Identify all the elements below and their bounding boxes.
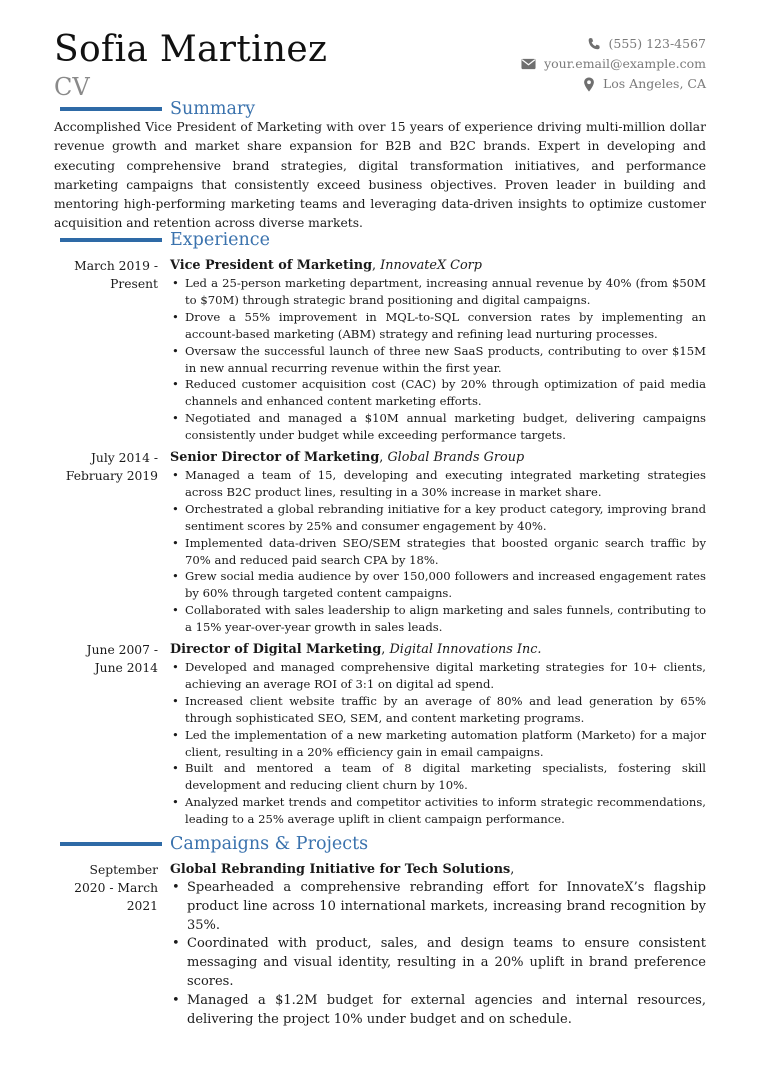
phone-number: (555) 123-4567 bbox=[608, 36, 706, 51]
job-date-start: July 2014 - bbox=[91, 451, 158, 465]
job-date-start: June 2007 - bbox=[86, 643, 158, 657]
job-bullet: • Reduced customer acquisition cost (CAC) by 20% through optimization of paid media channels and enhanced content marketing efforts. bbox=[170, 376, 706, 410]
job-body bbox=[170, 641, 706, 828]
project-bullets bbox=[170, 879, 706, 1029]
job-body bbox=[170, 257, 706, 444]
job-role: Senior Director of Marketing bbox=[170, 450, 380, 465]
email-address[interactable]: your.email@example.com bbox=[544, 56, 706, 71]
job-bullet: • Led the implementation of a new marketing automation platform (Marketo) for a major client, resulting in a 20% efficiency gain in email campaigns. bbox=[170, 727, 706, 761]
project-bullet: • Spearheaded a comprehensive rebranding effort for InnovateX’s flagship product line across 10 international markets, increasing brand recognition by 35%. bbox=[170, 879, 706, 935]
job-bullets bbox=[170, 659, 706, 828]
job-bullets bbox=[170, 467, 706, 636]
job-bullet: • Built and mentored a team of 8 digital marketing specialists, fostering skill development and reducing client churn by 10%. bbox=[170, 760, 706, 794]
job-bullet: • Increased client website traffic by an average of 80% and lead generation by 65% through sophisticated SEO, SEM, and content marketing programs. bbox=[170, 693, 706, 727]
job-title-line: Vice President of Marketing, InnovateX Corp bbox=[170, 258, 482, 273]
experience-heading bbox=[60, 228, 270, 252]
summary-text: Accomplished Vice President of Marketing with over 15 years of experience driving multi-million dollar revenue growth and market share expansion for B2B and B2C brands. Expert in developing and executing comprehensive brand strategies, digital transformation initiatives, and performance marketing campaigns that consistently exceed business objectives. Proven leader in building and mentoring high-performing marketing teams and leveraging data-driven insights to optimize customer acquisition and retention across diverse markets. bbox=[54, 120, 706, 231]
job-bullets bbox=[170, 275, 706, 444]
job-role: Director of Digital Marketing bbox=[170, 642, 382, 657]
job-company: Global Brands Group bbox=[387, 450, 525, 465]
map-pin-icon bbox=[583, 77, 595, 92]
job-role: Vice President of Marketing bbox=[170, 258, 373, 273]
job-bullet: • Negotiated and managed a $10M annual marketing budget, delivering campaigns consistently under budget while exceeding performance targets. bbox=[170, 410, 706, 444]
job-bullet: • Managed a team of 15, developing and executing integrated marketing strategies across B2C product lines, resulting in a 30% increase in market share. bbox=[170, 467, 706, 501]
job-bullet: • Implemented data-driven SEO/SEM strategies that boosted organic search traffic by 70% and reduced paid search CPA by 18%. bbox=[170, 535, 706, 569]
job-date-start: March 2019 - bbox=[74, 259, 158, 273]
envelope-icon bbox=[521, 58, 536, 70]
project-name-suffix: , bbox=[510, 862, 515, 877]
job-title-line: Director of Digital Marketing, Digital Innovations Inc. bbox=[170, 642, 542, 657]
job-company: Digital Innovations Inc. bbox=[389, 642, 542, 657]
project-bullet: • Coordinated with product, sales, and design teams to ensure consistent messaging and visual identity, resulting in a 20% uplift in brand preference scores. bbox=[170, 935, 706, 991]
section-title: Summary bbox=[170, 99, 256, 119]
job-dates bbox=[54, 641, 158, 677]
job-company: InnovateX Corp bbox=[380, 258, 482, 273]
project-name: Global Rebranding Initiative for Tech Solutions bbox=[170, 862, 511, 877]
document-subtitle: CV bbox=[54, 73, 90, 101]
job-bullet: • Led a 25-person marketing department, increasing annual revenue by 40% (from $50M to $70M) through strategic brand positioning and digital campaigns. bbox=[170, 275, 706, 309]
job-dates bbox=[54, 257, 158, 293]
project-date-line: September bbox=[89, 863, 158, 877]
job-title-line: Senior Director of Marketing, Global Brands Group bbox=[170, 450, 525, 465]
candidate-name: Sofia Martinez bbox=[54, 29, 328, 70]
contact-phone bbox=[521, 34, 706, 54]
contact-location bbox=[521, 74, 706, 94]
job-dates bbox=[54, 449, 158, 485]
project-body bbox=[170, 861, 706, 1029]
project-bullet: • Managed a $1.2M budget for external agencies and internal resources, delivering the project 10% under budget and on schedule. bbox=[170, 992, 706, 1030]
phone-icon bbox=[587, 37, 601, 51]
job-bullet: • Orchestrated a global rebranding initiative for a key product category, improving brand sentiment scores by 25% and consumer engagement by 40%. bbox=[170, 501, 706, 535]
job-bullet: • Collaborated with sales leadership to align marketing and sales funnels, contributing to a 15% year-over-year growth in sales leads. bbox=[170, 602, 706, 636]
job-date-end: June 2014 bbox=[94, 661, 158, 675]
contact-block bbox=[521, 34, 706, 94]
job-bullet: • Drove a 55% improvement in MQL-to-SQL conversion rates by implementing an account-based marketing (ABM) strategy and refining lead nurturing processes. bbox=[170, 309, 706, 343]
job-bullet: • Oversaw the successful launch of three new SaaS products, contributing to over $15M in new annual recurring revenue within the first year. bbox=[170, 343, 706, 377]
project-date-line: 2021 bbox=[126, 899, 158, 913]
section-title: Experience bbox=[170, 230, 270, 250]
job-date-end: February 2019 bbox=[65, 469, 158, 483]
section-accent-bar bbox=[60, 238, 162, 242]
section-accent-bar bbox=[60, 107, 162, 111]
projects-heading bbox=[60, 832, 368, 856]
section-accent-bar bbox=[60, 842, 162, 846]
section-title: Campaigns & Projects bbox=[170, 834, 369, 854]
job-body bbox=[170, 449, 706, 636]
job-bullet: • Developed and managed comprehensive digital marketing strategies for 10+ clients, achieving an average ROI of 3:1 on digital ad spend. bbox=[170, 659, 706, 693]
job-date-end: Present bbox=[110, 277, 158, 291]
project-date-line: 2020 - March bbox=[74, 881, 158, 895]
project-dates bbox=[54, 861, 158, 915]
job-bullet: • Grew social media audience by over 150,000 followers and increased engagement rates by 60% through targeted content campaigns. bbox=[170, 568, 706, 602]
contact-email bbox=[521, 54, 706, 74]
location-text: Los Angeles, CA bbox=[602, 76, 706, 91]
project-title-line bbox=[170, 861, 706, 879]
job-bullet: • Analyzed market trends and competitor activities to inform strategic recommendations, leading to a 25% average uplift in client campaign performance. bbox=[170, 794, 706, 828]
